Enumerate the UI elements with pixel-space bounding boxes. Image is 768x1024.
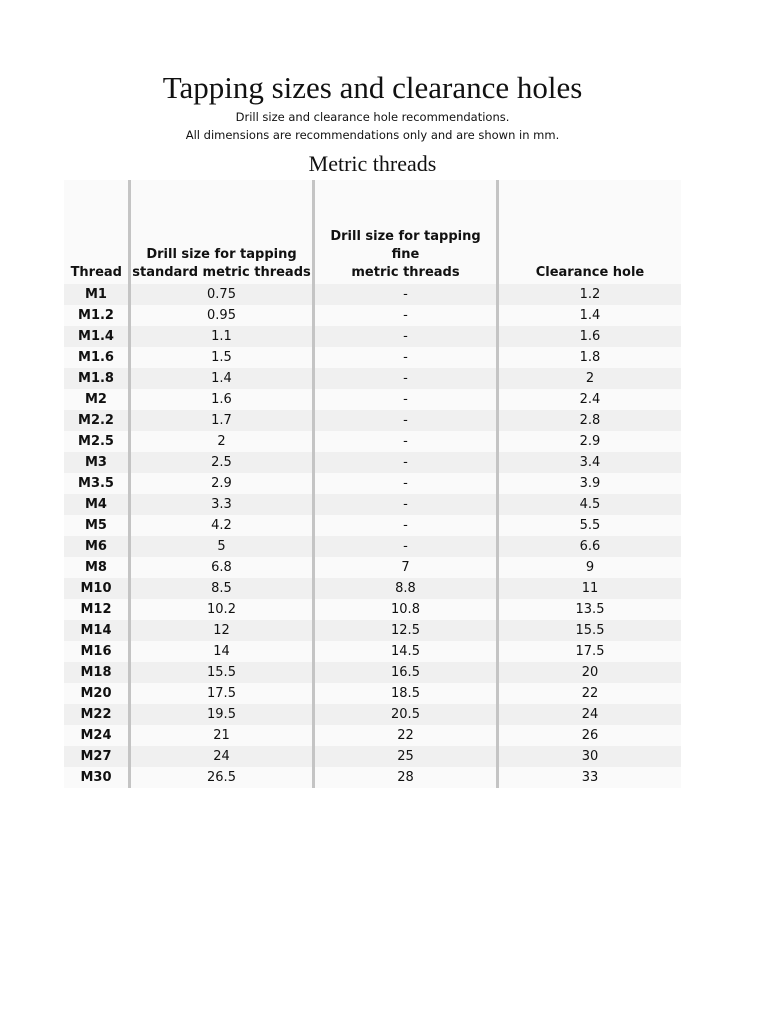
- table-row: [64, 347, 681, 368]
- cell-fine-drill: -: [312, 347, 496, 368]
- cell-thread: M5: [85, 518, 107, 533]
- cell-standard-drill: 5: [128, 536, 312, 557]
- cell-clearance: 3.9: [496, 473, 681, 494]
- cell-clearance: 13.5: [496, 599, 681, 620]
- cell-thread: M16: [80, 644, 112, 659]
- cell-fine-drill: -: [312, 452, 496, 473]
- cell-thread: M2.5: [78, 434, 114, 449]
- cell-standard-drill: 3.3: [128, 494, 312, 515]
- cell-thread: M30: [80, 770, 112, 785]
- cell-thread: M1: [85, 287, 107, 302]
- cell-standard-drill: 19.5: [128, 704, 312, 725]
- cell-thread: M10: [80, 581, 112, 596]
- cell-fine-drill: 18.5: [312, 683, 496, 704]
- table-row: [64, 410, 681, 431]
- cell-thread: M18: [80, 665, 112, 680]
- table-row: [64, 578, 681, 599]
- metric-threads-table: [64, 180, 681, 788]
- cell-standard-drill: 12: [128, 620, 312, 641]
- cell-thread: M1.8: [78, 371, 114, 386]
- table-row: [64, 767, 681, 788]
- table-row: [64, 284, 681, 305]
- table-row: [64, 536, 681, 557]
- cell-fine-drill: 14.5: [312, 641, 496, 662]
- cell-standard-drill: 6.8: [128, 557, 312, 578]
- cell-standard-drill: 0.75: [128, 284, 312, 305]
- header-fine-drill: [312, 180, 496, 284]
- table-row: [64, 683, 681, 704]
- cell-standard-drill: 2.9: [128, 473, 312, 494]
- cell-clearance: 1.2: [496, 284, 681, 305]
- cell-standard-drill: 8.5: [128, 578, 312, 599]
- cell-standard-drill: 1.1: [128, 326, 312, 347]
- cell-clearance: 2: [496, 368, 681, 389]
- cell-fine-drill: -: [312, 305, 496, 326]
- header-thread: [64, 180, 128, 284]
- cell-thread: M27: [80, 749, 112, 764]
- cell-standard-drill: 1.5: [128, 347, 312, 368]
- table-row: [64, 620, 681, 641]
- subtitle: All dimensions are recommendations only and are shown in mm.: [185, 128, 560, 142]
- cell-clearance: 6.6: [496, 536, 681, 557]
- cell-clearance: 30: [496, 746, 681, 767]
- section-title: Metric threads: [308, 151, 437, 176]
- cell-thread: M20: [80, 686, 112, 701]
- header-standard-line2: standard metric threads: [132, 265, 311, 280]
- cell-fine-drill: -: [312, 494, 496, 515]
- cell-fine-drill: 22: [312, 725, 496, 746]
- cell-clearance: 33: [496, 767, 681, 788]
- table-header-row: [64, 180, 681, 284]
- cell-fine-drill: 28: [312, 767, 496, 788]
- cell-fine-drill: 12.5: [312, 620, 496, 641]
- cell-clearance: 5.5: [496, 515, 681, 536]
- table-body: [64, 284, 681, 788]
- cell-fine-drill: 20.5: [312, 704, 496, 725]
- cell-fine-drill: -: [312, 431, 496, 452]
- cell-clearance: 2.9: [496, 431, 681, 452]
- header-thread-label: Thread: [70, 265, 122, 280]
- cell-thread: M1.2: [78, 308, 114, 323]
- cell-fine-drill: -: [312, 515, 496, 536]
- table-row: [64, 599, 681, 620]
- cell-fine-drill: -: [312, 368, 496, 389]
- cell-clearance: 22: [496, 683, 681, 704]
- page-title: Tapping sizes and clearance holes: [162, 70, 583, 105]
- header-fine-line2: metric threads: [351, 265, 460, 280]
- cell-thread: M6: [85, 539, 107, 554]
- table-row: [64, 473, 681, 494]
- cell-clearance: 4.5: [496, 494, 681, 515]
- cell-thread: M24: [80, 728, 112, 743]
- cell-clearance: 26: [496, 725, 681, 746]
- cell-thread: M8: [85, 560, 107, 575]
- cell-clearance: 9: [496, 557, 681, 578]
- cell-fine-drill: -: [312, 284, 496, 305]
- cell-clearance: 15.5: [496, 620, 681, 641]
- cell-standard-drill: 10.2: [128, 599, 312, 620]
- cell-standard-drill: 1.7: [128, 410, 312, 431]
- cell-standard-drill: 26.5: [128, 767, 312, 788]
- header-fine-line1: Drill size for tapping fine: [330, 229, 481, 262]
- cell-clearance: 1.6: [496, 326, 681, 347]
- table-row: [64, 704, 681, 725]
- cell-standard-drill: 17.5: [128, 683, 312, 704]
- table-row: [64, 368, 681, 389]
- cell-clearance: 2.4: [496, 389, 681, 410]
- cell-clearance: 24: [496, 704, 681, 725]
- header-clearance: [496, 180, 681, 284]
- table-row: [64, 557, 681, 578]
- table-row: [64, 641, 681, 662]
- cell-standard-drill: 4.2: [128, 515, 312, 536]
- cell-fine-drill: 25: [312, 746, 496, 767]
- cell-clearance: 1.4: [496, 305, 681, 326]
- cell-fine-drill: 7: [312, 557, 496, 578]
- cell-thread: M2: [85, 392, 107, 407]
- cell-standard-drill: 21: [128, 725, 312, 746]
- cell-standard-drill: 2: [128, 431, 312, 452]
- table-row: [64, 305, 681, 326]
- cell-thread: M1.6: [78, 350, 114, 365]
- cell-fine-drill: -: [312, 536, 496, 557]
- cell-standard-drill: 1.4: [128, 368, 312, 389]
- cell-fine-drill: 10.8: [312, 599, 496, 620]
- cell-thread: M14: [80, 623, 112, 638]
- cell-standard-drill: 0.95: [128, 305, 312, 326]
- subtitle: Drill size and clearance hole recommendations.: [235, 110, 510, 124]
- cell-thread: M22: [80, 707, 112, 722]
- table-row: [64, 746, 681, 767]
- cell-standard-drill: 14: [128, 641, 312, 662]
- header-clearance-label: Clearance hole: [535, 265, 645, 280]
- cell-fine-drill: 16.5: [312, 662, 496, 683]
- cell-clearance: 3.4: [496, 452, 681, 473]
- cell-fine-drill: -: [312, 410, 496, 431]
- cell-clearance: 20: [496, 662, 681, 683]
- cell-fine-drill: -: [312, 473, 496, 494]
- table-row: [64, 389, 681, 410]
- table-row: [64, 452, 681, 473]
- cell-standard-drill: 2.5: [128, 452, 312, 473]
- cell-standard-drill: 15.5: [128, 662, 312, 683]
- cell-thread: M3.5: [78, 476, 114, 491]
- table-row: [64, 725, 681, 746]
- cell-thread: M3: [85, 455, 107, 470]
- cell-clearance: 1.8: [496, 347, 681, 368]
- cell-thread: M2.2: [78, 413, 114, 428]
- cell-fine-drill: -: [312, 389, 496, 410]
- cell-thread: M4: [85, 497, 107, 512]
- cell-fine-drill: -: [312, 326, 496, 347]
- table-row: [64, 431, 681, 452]
- cell-thread: M1.4: [78, 329, 114, 344]
- cell-standard-drill: 1.6: [128, 389, 312, 410]
- cell-clearance: 2.8: [496, 410, 681, 431]
- cell-clearance: 11: [496, 578, 681, 599]
- table-row: [64, 662, 681, 683]
- cell-fine-drill: 8.8: [312, 578, 496, 599]
- cell-clearance: 17.5: [496, 641, 681, 662]
- table-row: [64, 515, 681, 536]
- header-standard-line1: Drill size for tapping: [146, 247, 297, 262]
- table-row: [64, 326, 681, 347]
- cell-thread: M12: [80, 602, 112, 617]
- table-row: [64, 494, 681, 515]
- cell-standard-drill: 24: [128, 746, 312, 767]
- header-standard-drill: [128, 180, 312, 284]
